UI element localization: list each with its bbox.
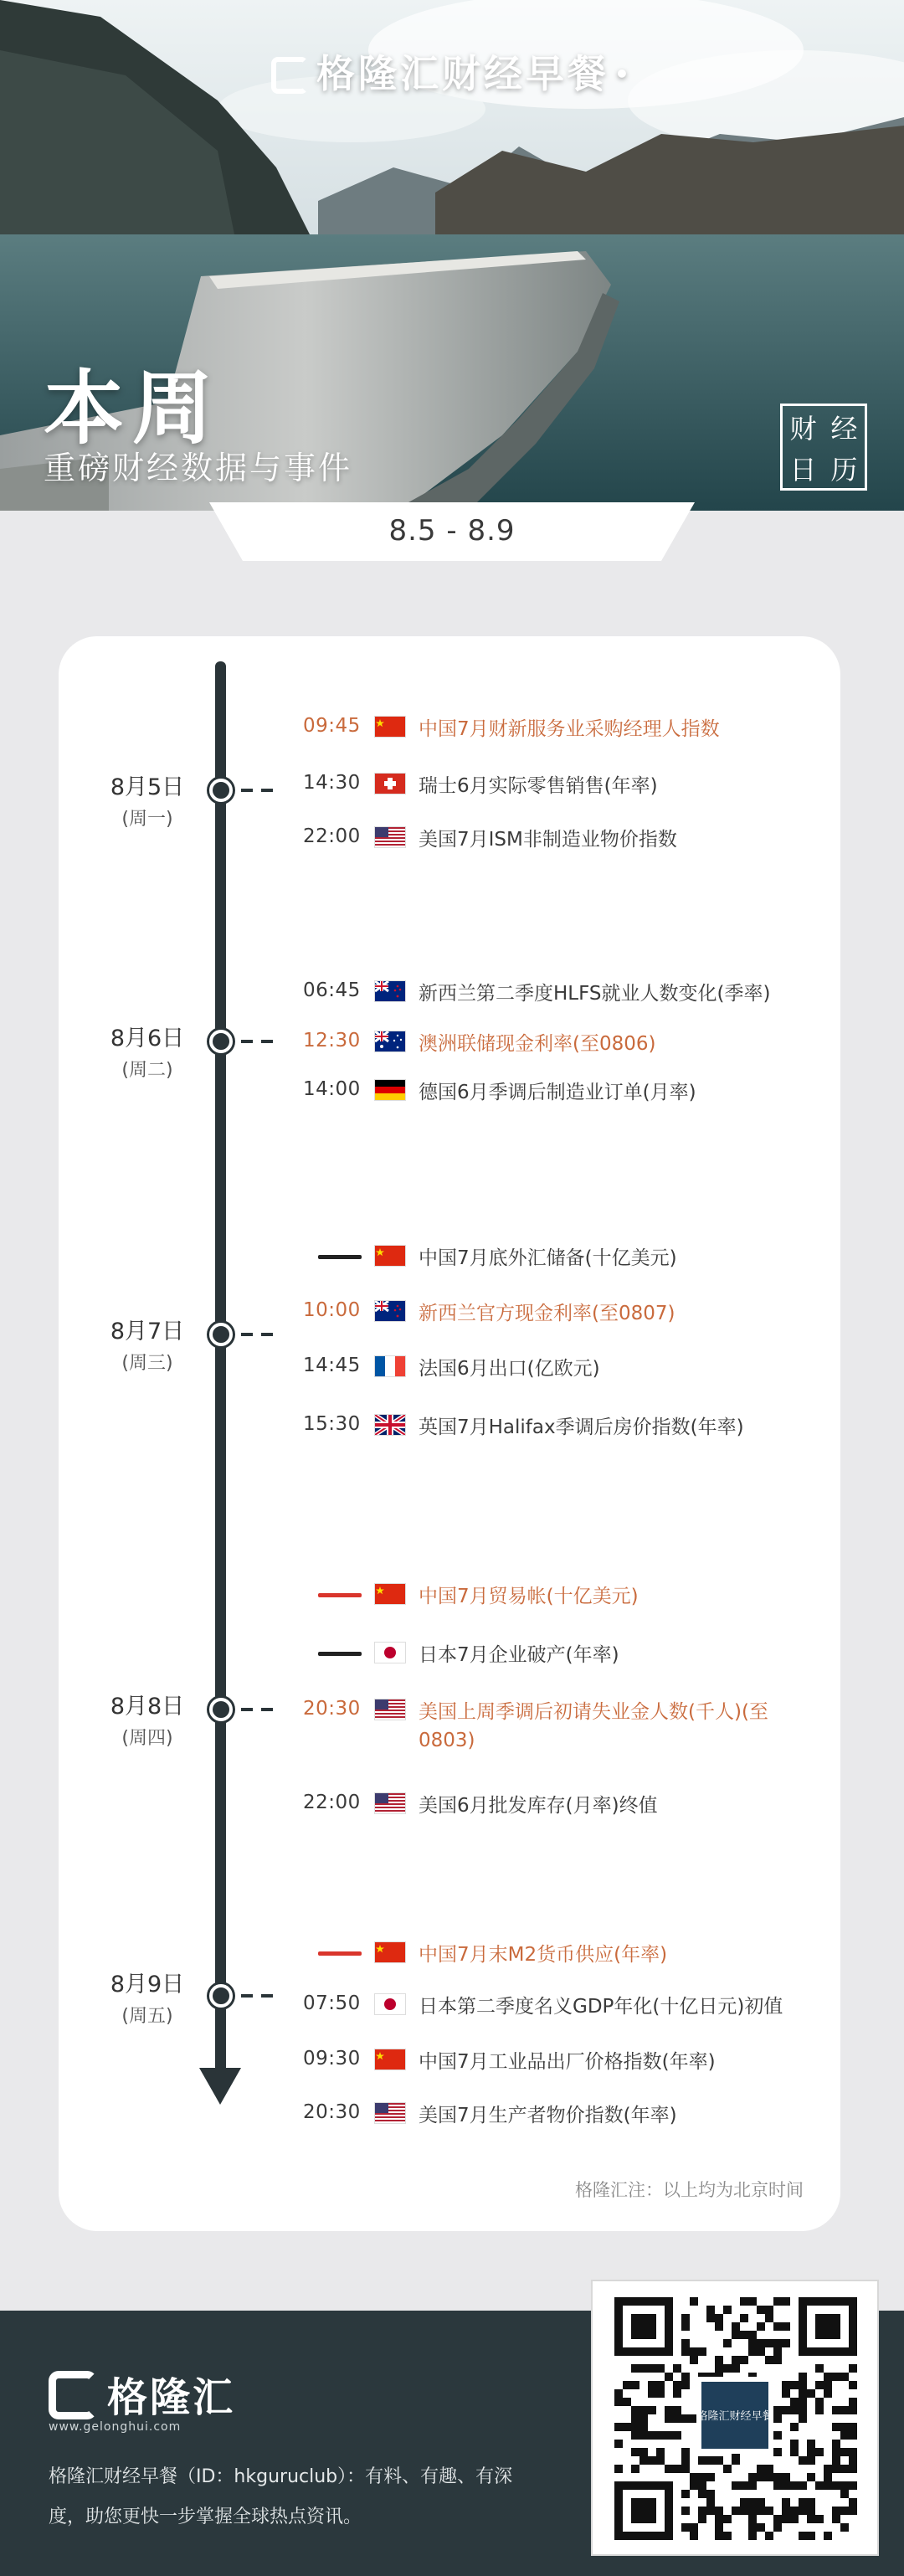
day-weekday: (周一) — [121, 809, 173, 830]
day-label-thu — [97, 1688, 198, 1750]
day-date: 8月7日 — [110, 1319, 185, 1345]
calendar-badge-char: 日 — [789, 453, 817, 486]
timeline-node — [209, 1323, 233, 1346]
ch-flag-icon — [375, 774, 405, 794]
event-time: 20:30 — [303, 1698, 361, 1720]
date-range: 8.5 - 8.9 — [388, 514, 516, 548]
header-banner — [0, 0, 904, 511]
event-time: 09:45 — [303, 715, 361, 737]
event-title: 美国6月批发库存(月率)终值 — [419, 1795, 658, 1817]
event-time: 15:30 — [303, 1413, 361, 1435]
us-flag-icon — [375, 827, 405, 847]
nz-flag-icon — [375, 981, 405, 1001]
nz-flag-icon — [375, 1301, 405, 1321]
time-pending-dash — [318, 1652, 362, 1656]
event-time: 10:00 — [303, 1299, 361, 1321]
event-title: 法国6月出口(亿欧元) — [419, 1358, 600, 1380]
day-weekday: (周四) — [121, 1728, 173, 1749]
day-label-tue — [97, 1020, 198, 1082]
event-time: 12:30 — [303, 1030, 361, 1051]
event-title: 瑞士6月实际零售销售(年率) — [419, 775, 658, 797]
day-label-wed — [97, 1313, 198, 1375]
time-pending-dash — [318, 1255, 362, 1259]
timeline-connector — [241, 789, 278, 792]
time-pending-dash — [318, 1593, 362, 1597]
timeline-node — [209, 1698, 233, 1721]
day-weekday: (周二) — [121, 1060, 173, 1081]
day-weekday: (周五) — [121, 2006, 173, 2027]
page-title: 本周 — [44, 361, 221, 455]
footer-logo-name: 格隆汇 — [107, 2374, 236, 2421]
timeline-connector — [241, 1708, 278, 1711]
timeline-node — [209, 779, 233, 802]
qr-code-icon — [608, 2296, 864, 2541]
cn-flag-icon — [375, 1584, 405, 1604]
time-pending-dash — [318, 1951, 362, 1956]
event-time: 14:00 — [303, 1078, 361, 1100]
brand-dot: • — [614, 60, 633, 88]
qr-center-label: 格隆汇财经早餐 — [696, 2410, 773, 2423]
timeline-axis — [215, 661, 226, 2085]
timeline-connector — [241, 1040, 278, 1043]
uk-flag-icon — [375, 1415, 405, 1435]
event-title: 日本7月企业破产(年率) — [419, 1644, 619, 1666]
cn-flag-icon — [375, 1246, 405, 1266]
cn-flag-icon — [375, 1942, 405, 1962]
event-title: 美国上周季调后初请失业金人数(千人)(至0803) — [419, 1701, 768, 1751]
timezone-footnote: 格隆汇注：以上均为北京时间 — [575, 2180, 804, 2200]
day-date: 8月9日 — [110, 1972, 185, 1998]
event-title: 中国7月工业品出厂价格指数(年率) — [419, 2051, 716, 2073]
timeline-arrow-icon — [199, 2068, 241, 2105]
calendar-badge-char: 历 — [830, 453, 858, 486]
day-weekday: (周三) — [121, 1353, 173, 1374]
us-flag-icon — [375, 1699, 405, 1720]
day-date: 8月8日 — [110, 1694, 185, 1720]
cn-flag-icon — [375, 2049, 405, 2070]
timeline-connector — [241, 1994, 278, 1998]
footer-logo-url: www.gelonghui.com — [49, 2420, 182, 2434]
event-time: 09:30 — [303, 2048, 361, 2070]
cn-flag-icon — [375, 717, 405, 737]
us-flag-icon — [375, 1793, 405, 1813]
timeline-connector — [241, 1333, 278, 1336]
jp-flag-icon — [375, 1643, 405, 1663]
calendar-badge-char: 经 — [830, 412, 858, 445]
event-title: 中国7月贸易帐(十亿美元) — [419, 1586, 639, 1607]
event-title: 新西兰官方现金利率(至0807) — [419, 1303, 675, 1324]
brand-name: 格隆汇财经早餐 — [316, 51, 610, 96]
de-flag-icon — [375, 1080, 405, 1100]
event-time: 06:45 — [303, 979, 361, 1001]
event-title: 中国7月财新服务业采购经理人指数 — [419, 718, 720, 740]
event-title: 澳洲联储现金利率(至0806) — [419, 1033, 656, 1055]
event-time: 20:30 — [303, 2101, 361, 2123]
event-title: 德国6月季调后制造业订单(月率) — [419, 1082, 696, 1103]
fr-flag-icon — [375, 1356, 405, 1376]
day-date: 8月5日 — [110, 774, 185, 800]
event-title: 中国7月底外汇储备(十亿美元) — [419, 1247, 677, 1269]
gelonghui-logo-icon — [49, 2371, 97, 2419]
event-title: 美国7月生产者物价指数(年率) — [419, 2105, 677, 2126]
event-time: 14:45 — [303, 1355, 361, 1376]
timeline-node — [209, 1030, 233, 1053]
gelonghui-logo-icon — [271, 57, 308, 94]
brand-logo — [0, 44, 904, 99]
us-flag-icon — [375, 2103, 405, 2123]
event-title: 中国7月末M2货币供应(年率) — [419, 1944, 668, 1966]
page-subtitle: 重磅财经数据与事件 — [44, 450, 353, 486]
day-label-mon — [97, 769, 198, 830]
qr-code[interactable] — [591, 2280, 879, 2556]
day-date: 8月6日 — [110, 1026, 185, 1051]
event-time: 07:50 — [303, 1992, 361, 2014]
footer-logo — [49, 2365, 236, 2434]
event-time: 22:00 — [303, 825, 361, 847]
event-title: 新西兰第二季度HLFS就业人数变化(季率) — [419, 983, 771, 1005]
footer-description: 格隆汇财经早餐（ID：hkguruclub）：有料、有趣、有深度，助您更快一步掌握全球热点资讯。 — [49, 2466, 513, 2527]
event-time: 22:00 — [303, 1792, 361, 1813]
jp-flag-icon — [375, 1994, 405, 2014]
au-flag-icon — [375, 1031, 405, 1051]
calendar-badge — [780, 404, 867, 491]
event-title: 英国7月Halifax季调后房价指数(年率) — [419, 1417, 744, 1438]
event-time: 14:30 — [303, 772, 361, 794]
calendar-badge-char: 财 — [789, 412, 817, 445]
timeline-node — [209, 1984, 233, 2008]
event-title: 美国7月ISM非制造业物价指数 — [419, 829, 677, 851]
day-label-fri — [97, 1966, 198, 2028]
event-title: 日本第二季度名义GDP年化(十亿日元)初值 — [419, 1996, 783, 2018]
